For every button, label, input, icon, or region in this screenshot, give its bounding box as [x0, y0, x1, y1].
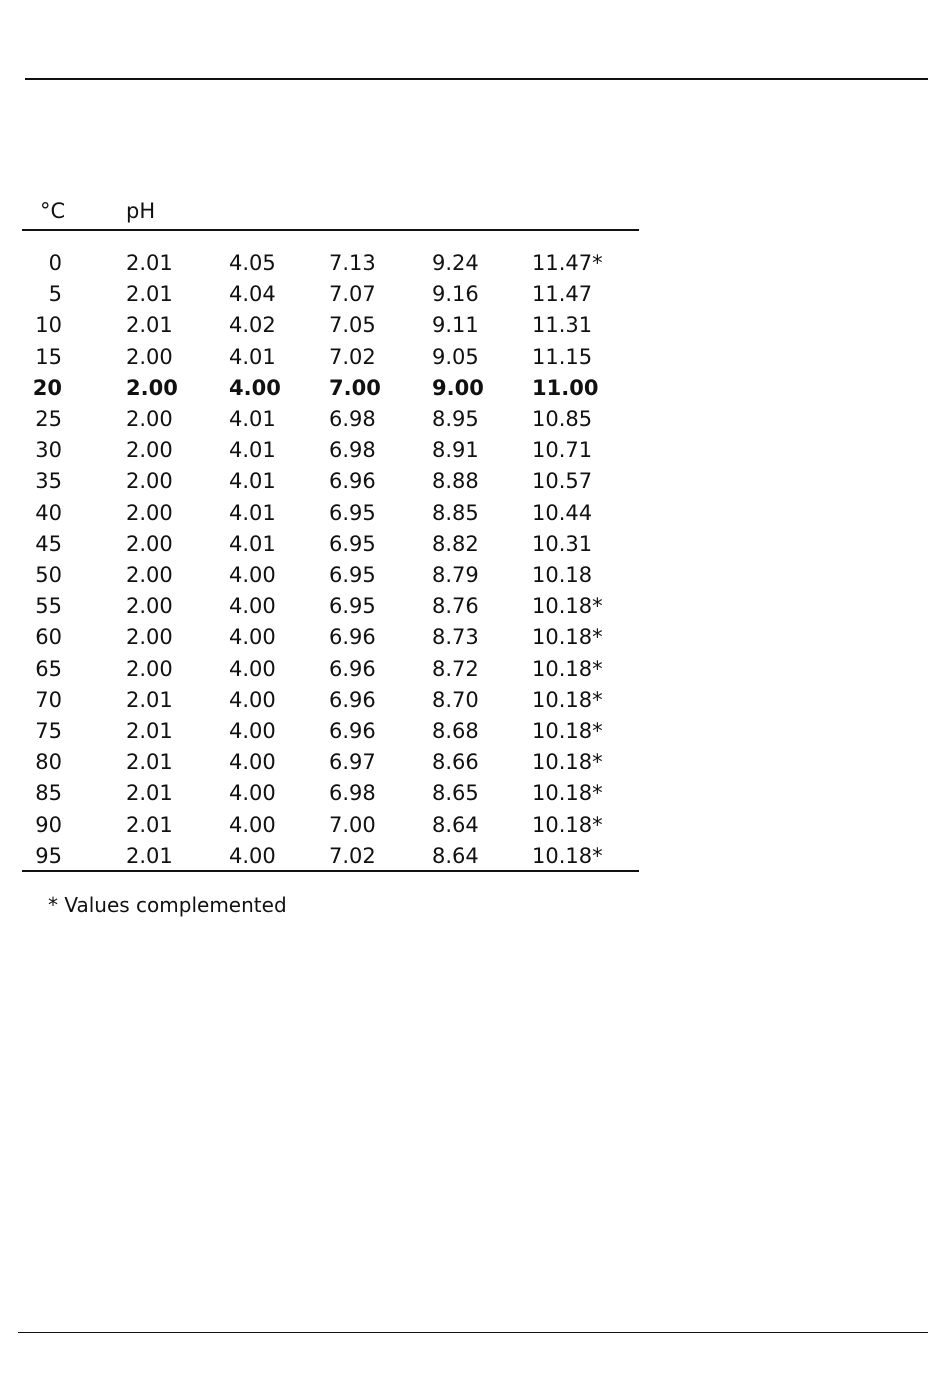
temperature-cell: 10 — [35, 313, 62, 338]
temperature-cell: 30 — [35, 438, 62, 463]
ph-cell: 4.01 — [229, 500, 276, 525]
ph-cell: 2.00 — [126, 375, 178, 400]
table-row — [22, 562, 639, 592]
ph-cell: 8.65 — [432, 781, 479, 806]
ph-cell: 4.00 — [229, 594, 276, 619]
ph-cell: 4.01 — [229, 438, 276, 463]
ph-cell: 8.64 — [432, 843, 479, 868]
ph-cell: 6.95 — [329, 563, 376, 587]
temperature-cell: 25 — [35, 407, 62, 431]
table-row — [22, 780, 639, 810]
ph-cell: 10.18* — [532, 625, 603, 650]
ph-cell: 7.02 — [329, 344, 376, 369]
ph-cell: 6.96 — [329, 469, 376, 494]
ph-cell: 10.85 — [532, 407, 593, 431]
ph-cell: 4.00 — [229, 719, 276, 743]
ph-cell: 2.00 — [126, 500, 173, 525]
ph-cell: 11.47 — [532, 282, 593, 307]
ph-cell: 10.18 — [532, 563, 593, 587]
ph-cell: 10.18* — [532, 843, 603, 868]
ph-cell: 4.00 — [229, 812, 276, 837]
top-divider — [25, 78, 928, 80]
ph-cell: 7.05 — [329, 313, 376, 338]
ph-cell: 4.00 — [229, 843, 276, 868]
ph-cell: 11.15 — [532, 344, 593, 369]
ph-cell: 8.82 — [432, 531, 479, 556]
ph-cell: 2.01 — [126, 719, 173, 743]
temperature-cell: 95 — [35, 843, 62, 868]
ph-cell: 8.66 — [432, 750, 479, 775]
temperature-cell: 35 — [35, 469, 62, 494]
ph-cell: 8.91 — [432, 438, 479, 463]
ph-cell: 2.00 — [126, 563, 173, 587]
ph-cell: 2.00 — [126, 407, 173, 431]
temperature-cell: 65 — [35, 656, 62, 681]
table-row — [22, 250, 639, 280]
ph-cell: 10.18* — [532, 719, 603, 743]
temperature-cell: 45 — [35, 531, 62, 556]
ph-cell: 4.02 — [229, 313, 276, 338]
ph-cell: 2.00 — [126, 656, 173, 681]
ph-cell: 10.18* — [532, 812, 603, 837]
table-row — [22, 656, 639, 686]
ph-cell: 7.02 — [329, 843, 376, 868]
ph-cell: 2.01 — [126, 687, 173, 712]
ph-cell: 10.31 — [532, 531, 593, 556]
ph-cell: 4.01 — [229, 469, 276, 494]
ph-cell: 9.16 — [432, 282, 479, 307]
ph-cell: 6.98 — [329, 781, 376, 806]
table-row — [22, 749, 639, 779]
ph-cell: 4.00 — [229, 625, 276, 650]
ph-cell: 4.05 — [229, 251, 276, 275]
ph-cell: 8.72 — [432, 656, 479, 681]
table-bottom-divider — [22, 870, 639, 872]
ph-cell: 6.96 — [329, 625, 376, 650]
ph-cell: 2.00 — [126, 594, 173, 619]
ph-cell: 2.01 — [126, 812, 173, 837]
ph-cell: 9.11 — [432, 313, 479, 338]
temperature-cell: 60 — [35, 625, 62, 650]
ph-cell: 10.18* — [532, 781, 603, 806]
ph-cell: 4.01 — [229, 344, 276, 369]
ph-cell: 10.18* — [532, 750, 603, 775]
ph-cell: 7.13 — [329, 251, 376, 275]
footnote: * Values complemented — [48, 893, 287, 917]
ph-cell: 2.00 — [126, 438, 173, 463]
ph-cell: 6.98 — [329, 438, 376, 463]
table-row — [22, 593, 639, 623]
ph-cell: 9.05 — [432, 344, 479, 369]
ph-cell: 8.76 — [432, 594, 479, 619]
ph-cell: 8.88 — [432, 469, 479, 494]
temperature-cell: 15 — [35, 344, 62, 369]
table-row — [22, 375, 639, 405]
table-row — [22, 531, 639, 561]
ph-cell: 8.73 — [432, 625, 479, 650]
table-row — [22, 843, 639, 873]
ph-cell: 10.71 — [532, 438, 593, 463]
table-row — [22, 281, 639, 311]
temperature-cell: 70 — [35, 687, 62, 712]
header-ph: pH — [126, 199, 156, 223]
ph-cell: 4.01 — [229, 407, 276, 431]
temperature-cell: 40 — [35, 500, 62, 525]
ph-cell: 8.85 — [432, 500, 479, 525]
temperature-cell: 0 — [48, 251, 62, 275]
ph-cell: 8.79 — [432, 563, 479, 587]
ph-cell: 10.44 — [532, 500, 593, 525]
ph-cell: 4.00 — [229, 687, 276, 712]
ph-cell: 10.18* — [532, 656, 603, 681]
ph-cell: 6.95 — [329, 500, 376, 525]
ph-cell: 11.00 — [532, 375, 599, 400]
ph-cell: 6.96 — [329, 719, 376, 743]
ph-cell: 8.70 — [432, 687, 479, 712]
ph-cell: 2.01 — [126, 282, 173, 307]
temperature-cell: 50 — [35, 563, 62, 587]
ph-cell: 4.00 — [229, 656, 276, 681]
table-row — [22, 312, 639, 342]
table-row — [22, 812, 639, 842]
ph-cell: 4.00 — [229, 781, 276, 806]
table-row — [22, 468, 639, 498]
table-row — [22, 624, 639, 654]
ph-cell: 11.31 — [532, 313, 593, 338]
ph-cell: 6.95 — [329, 531, 376, 556]
ph-cell: 8.68 — [432, 719, 479, 743]
ph-cell: 6.97 — [329, 750, 376, 775]
temperature-cell: 20 — [32, 375, 62, 400]
temperature-cell: 5 — [48, 282, 62, 307]
ph-cell: 2.01 — [126, 313, 173, 338]
ph-cell: 2.01 — [126, 251, 173, 275]
table-row — [22, 687, 639, 717]
temperature-cell: 85 — [35, 781, 62, 806]
table-row — [22, 344, 639, 374]
ph-cell: 2.00 — [126, 469, 173, 494]
bottom-divider — [18, 1332, 928, 1333]
ph-cell: 6.96 — [329, 656, 376, 681]
header-divider — [22, 229, 639, 231]
ph-cell: 8.95 — [432, 407, 479, 431]
ph-cell: 10.57 — [532, 469, 593, 494]
ph-cell: 4.00 — [229, 750, 276, 775]
ph-cell: 10.18* — [532, 687, 603, 712]
ph-cell: 9.00 — [432, 375, 484, 400]
table-row — [22, 500, 639, 530]
ph-cell: 2.01 — [126, 781, 173, 806]
ph-cell: 2.00 — [126, 625, 173, 650]
temperature-cell: 90 — [35, 812, 62, 837]
ph-cell: 4.04 — [229, 282, 276, 307]
ph-cell: 7.00 — [329, 812, 376, 837]
table-header — [22, 198, 639, 228]
temperature-cell: 80 — [35, 750, 62, 775]
ph-cell: 6.95 — [329, 594, 376, 619]
ph-cell: 2.00 — [126, 531, 173, 556]
ph-cell: 10.18* — [532, 594, 603, 619]
ph-cell: 11.47* — [532, 251, 603, 275]
table-row — [22, 406, 639, 436]
ph-cell: 9.24 — [432, 251, 479, 275]
header-temperature: °C — [40, 199, 66, 223]
ph-cell: 2.01 — [126, 843, 173, 868]
temperature-cell: 75 — [35, 719, 62, 743]
table-row — [22, 437, 639, 467]
ph-cell: 6.96 — [329, 687, 376, 712]
ph-cell: 7.07 — [329, 282, 376, 307]
ph-cell: 4.00 — [229, 375, 281, 400]
ph-cell: 2.01 — [126, 750, 173, 775]
table-row — [22, 718, 639, 748]
ph-cell: 2.00 — [126, 344, 173, 369]
ph-cell: 8.64 — [432, 812, 479, 837]
ph-cell: 4.01 — [229, 531, 276, 556]
ph-cell: 4.00 — [229, 563, 276, 587]
ph-cell: 7.00 — [329, 375, 381, 400]
temperature-cell: 55 — [35, 594, 62, 619]
ph-cell: 6.98 — [329, 407, 376, 431]
